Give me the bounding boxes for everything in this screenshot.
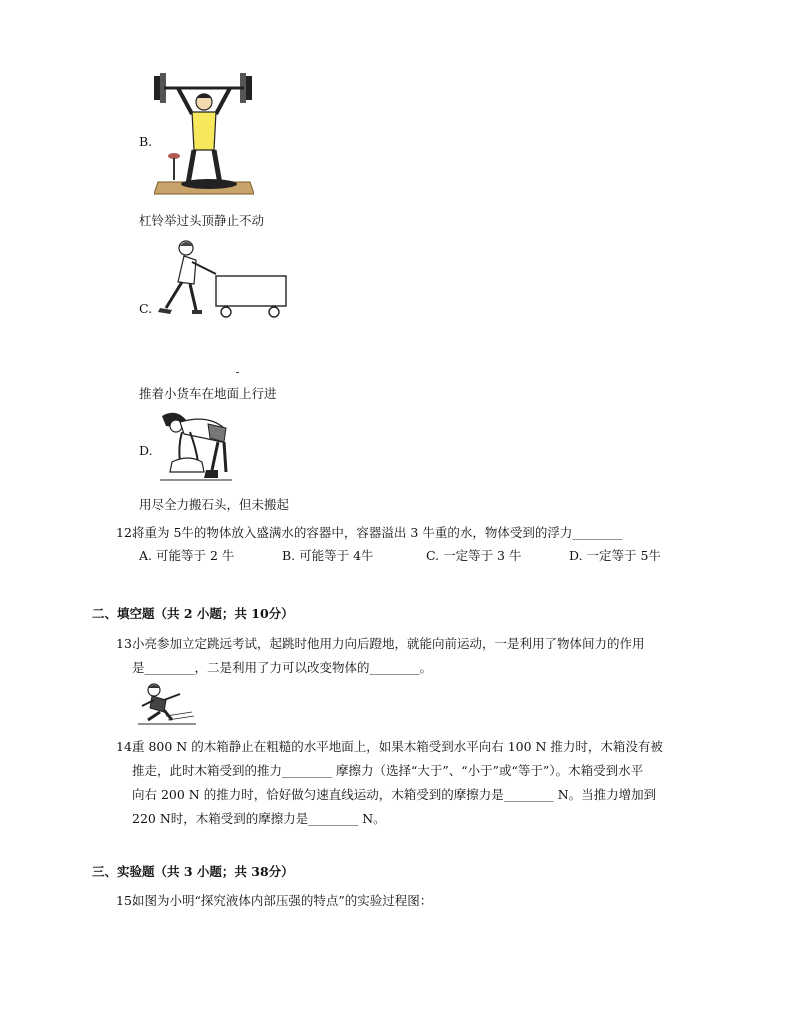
cart-pushing-figure: [152, 238, 292, 322]
q13-line-1: 小亮参加立定跳远考试，起跳时他用力向后蹬地，就能向前运动，一是利用了物体间力的作用: [132, 636, 645, 651]
long-jump-figure: [136, 682, 198, 726]
option-b-letter: B.: [139, 134, 153, 149]
section-3-title: 三、实验题（共 3 小题；共 38分）: [92, 864, 294, 879]
q12-choice-d: D. 一定等于 5牛: [569, 548, 661, 563]
option-d-letter: D.: [139, 443, 153, 458]
q12-number: 12.: [116, 525, 136, 540]
stray-mark: [236, 372, 239, 373]
q14-line-4: 220 N时，木箱受到的摩擦力是________ N。: [132, 811, 386, 826]
q15-number: 15.: [116, 893, 136, 908]
q14-line-2: 推走，此时木箱受到的推力________ 摩擦力（选择“大于”、“小于”或“等于”）。木箱受到水平: [132, 763, 644, 778]
q12-choice-b: B. 可能等于 4牛: [282, 548, 374, 563]
q12-choice-a: A. 可能等于 2 牛: [139, 548, 235, 563]
q13-line-2: 是________，二是利用了力可以改变物体的________。: [132, 660, 433, 675]
option-c-letter: C.: [139, 301, 153, 316]
q12-text: 将重为 5牛的物体放入盛满水的容器中，容器溢出 3 牛重的水，物体受到的浮力________: [132, 525, 623, 540]
weightlifter-figure: [154, 72, 254, 196]
section-2-title: 二、填空题（共 2 小题；共 10分）: [92, 606, 294, 621]
q15-text: 如图为小明“探究液体内部压强的特点”的实验过程图：: [132, 893, 433, 908]
option-b-caption: 杠铃举过头顶静止不动: [139, 213, 265, 228]
q12-choice-c: C. 一定等于 3 牛: [426, 548, 522, 563]
q14-number: 14.: [116, 739, 136, 754]
option-d-caption: 用尽全力搬石头，但未搬起: [139, 497, 290, 512]
q14-line-1: 重 800 N 的木箱静止在粗糙的水平地面上，如果木箱受到水平向右 100 N 推力时，木箱没有被: [132, 739, 663, 754]
q14-line-3: 向右 200 N 的推力时，恰好做匀速直线运动，木箱受到的摩擦力是________ N。当推力增加到: [132, 787, 657, 802]
lifting-stone-figure: [152, 410, 234, 486]
option-c-caption: 推着小货车在地面上行进: [139, 386, 277, 401]
q13-number: 13.: [116, 636, 136, 651]
